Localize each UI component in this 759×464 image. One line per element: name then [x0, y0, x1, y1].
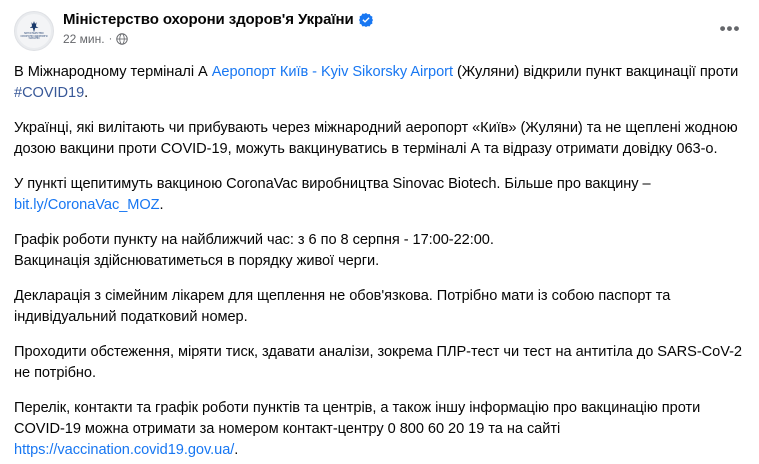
- post-paragraph: [14, 118, 745, 160]
- post-paragraph: [14, 342, 745, 384]
- page-name[interactable]: Міністерство охорони здоров'я України: [63, 11, 354, 28]
- post-timestamp[interactable]: 22 мин.: [63, 32, 105, 46]
- page-name-row: [63, 11, 373, 29]
- vaccination-site-link[interactable]: https://vaccination.covid19.gov.ua/: [14, 442, 235, 458]
- text-span: .: [159, 197, 164, 213]
- post-header-text: [63, 10, 373, 46]
- text-span: Декларація з сімейним лікарем для щеплення не обов'язкова. Потрібно мати із собою паспорт та індивідуальний податковий номер.: [14, 288, 671, 325]
- hashtag-covid19[interactable]: #COVID19: [14, 85, 85, 101]
- avatar-caption: МІНІСТЕРСТВО ОХОРОНИ ЗДОРОВ'Я УКРАЇНИ: [20, 32, 48, 41]
- text-span: .: [84, 85, 89, 101]
- airport-link[interactable]: Аеропорт Київ - Kyiv Sikorsky Airport: [211, 64, 453, 80]
- ministry-crest-icon: [17, 14, 51, 48]
- avatar[interactable]: [14, 11, 54, 51]
- post-paragraph: [14, 286, 745, 328]
- post-more-options-button[interactable]: •••: [719, 19, 741, 38]
- text-span: .: [234, 442, 239, 458]
- post-body: [14, 56, 745, 461]
- globe-icon[interactable]: [116, 33, 128, 45]
- text-span: У пункті щепитимуть вакциною CoronaVac виробництва Sinovac Biotech. Більше про вакцину –: [14, 176, 651, 192]
- post-meta: [63, 32, 373, 46]
- trident-icon: [30, 21, 39, 32]
- meta-separator: ·: [108, 33, 113, 45]
- text-span: Перелік, контакти та графік роботи пунктів та центрів, а також іншу інформацію про вакцинацію проти COVID-19 можна отримати за номером контакт-центру 0 800 60 20 19 та на сайті: [14, 400, 701, 437]
- verified-badge-icon: [359, 13, 373, 27]
- text-span: (Жуляни) відкрили пункт вакцинації проти: [452, 64, 739, 80]
- text-span: Графік роботи пункту на найближчий час: з 6 по 8 серпня - 17:00-22:00.: [14, 232, 494, 248]
- text-span: В Міжнародному терміналі А: [14, 64, 212, 80]
- post-paragraph: [14, 230, 745, 272]
- post-header: [14, 10, 745, 56]
- post-paragraph: [14, 174, 745, 216]
- vaccine-info-link[interactable]: bit.ly/CoronaVac_MOZ: [14, 197, 160, 213]
- post-paragraph: [14, 62, 745, 104]
- post-paragraph: [14, 398, 745, 461]
- text-span: Українці, які вилітають чи прибувають через міжнародний аеропорт «Київ» (Жуляни) та не щеплені жодною дозою вакцини проти COVID-19, можуть вакцинуватись в терміналі А та відразу отримати довідку 063-о.: [14, 120, 738, 157]
- text-span: Вакцинація здійснюватиметься в порядку живої черги.: [14, 253, 380, 269]
- text-span: Проходити обстеження, міряти тиск, здавати аналізи, зокрема ПЛР-тест чи тест на антитіла до SARS-CoV-2 не потрібно.: [14, 344, 742, 381]
